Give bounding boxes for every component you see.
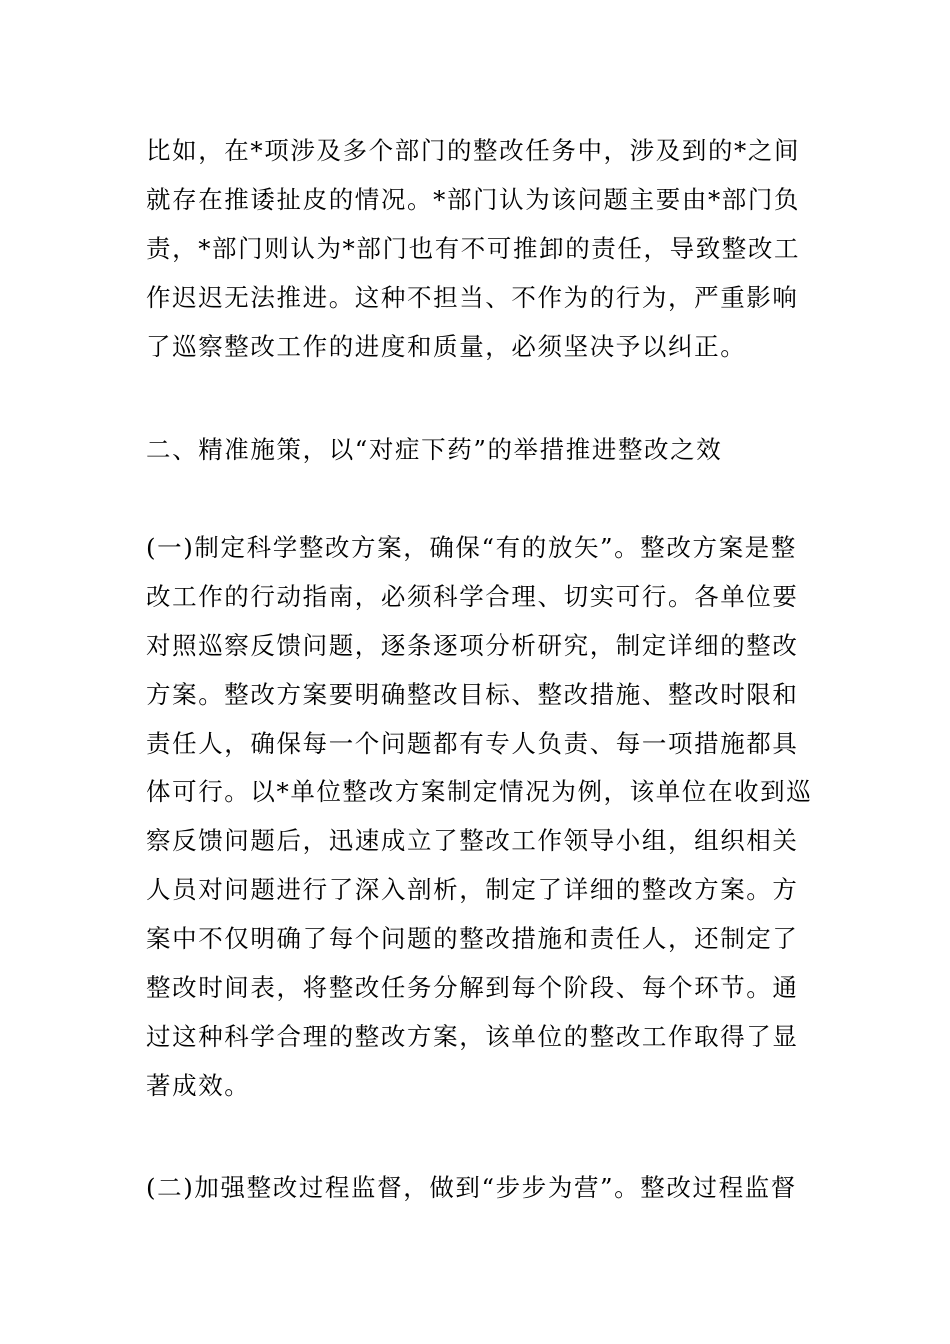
text-line: 责任人，确保每一个问题都有专人负责、每一项措施都具 (146, 728, 799, 758)
text-line: 改工作的行动指南，必须科学合理、切实可行。各单位要 (146, 581, 799, 611)
text-line: 过这种科学合理的整改方案，该单位的整改工作取得了显 (146, 1021, 799, 1051)
heading-text: 二、精准施策，以“对症下药”的举措推进整改之效 (146, 435, 723, 464)
paragraph-buck-passing-example (146, 127, 800, 371)
text-line: 著成效。 (146, 1070, 251, 1100)
text-line: 整改时间表，将整改任务分解到每个阶段、每个环节。通 (146, 973, 799, 1003)
text-line: 方案。整改方案要明确整改目标、整改措施、整改时限和 (146, 679, 799, 709)
text-line: 比如，在*项涉及多个部门的整改任务中，涉及到的*之间 (146, 136, 801, 165)
text-line: 案中不仅明确了每个问题的整改措施和责任人，还制定了 (146, 924, 799, 954)
text-line: 责，*部门则认为*部门也有不可推卸的责任，导致整改工 (146, 233, 801, 263)
text-line: 了巡察整改工作的进度和质量，必须坚决予以纠正。 (146, 331, 747, 361)
paragraph-process-supervision (146, 1164, 797, 1213)
paragraph-rectification-plan (146, 524, 812, 1111)
text-line: (二)加强整改过程监督，做到“步步为营”。整改过程监督 (146, 1173, 797, 1202)
text-line: (一)制定科学整改方案，确保“有的放矢”。整改方案是整 (146, 533, 797, 562)
section-heading (146, 426, 722, 475)
text-line: 对照巡察反馈问题，逐条逐项分析研究，制定详细的整改 (146, 630, 799, 660)
text-line: 就存在推诿扯皮的情况。*部门认为该问题主要由*部门负 (146, 184, 801, 214)
text-line: 作迟迟无法推进。这种不担当、不作为的行为，严重影响 (146, 282, 799, 312)
text-line: 体可行。以*单位整改方案制定情况为例，该单位在收到巡 (146, 777, 813, 807)
text-line: 察反馈问题后，迅速成立了整改工作领导小组，组织相关 (146, 826, 799, 856)
text-line: 人员对问题进行了深入剖析，制定了详细的整改方案。方 (146, 875, 799, 905)
